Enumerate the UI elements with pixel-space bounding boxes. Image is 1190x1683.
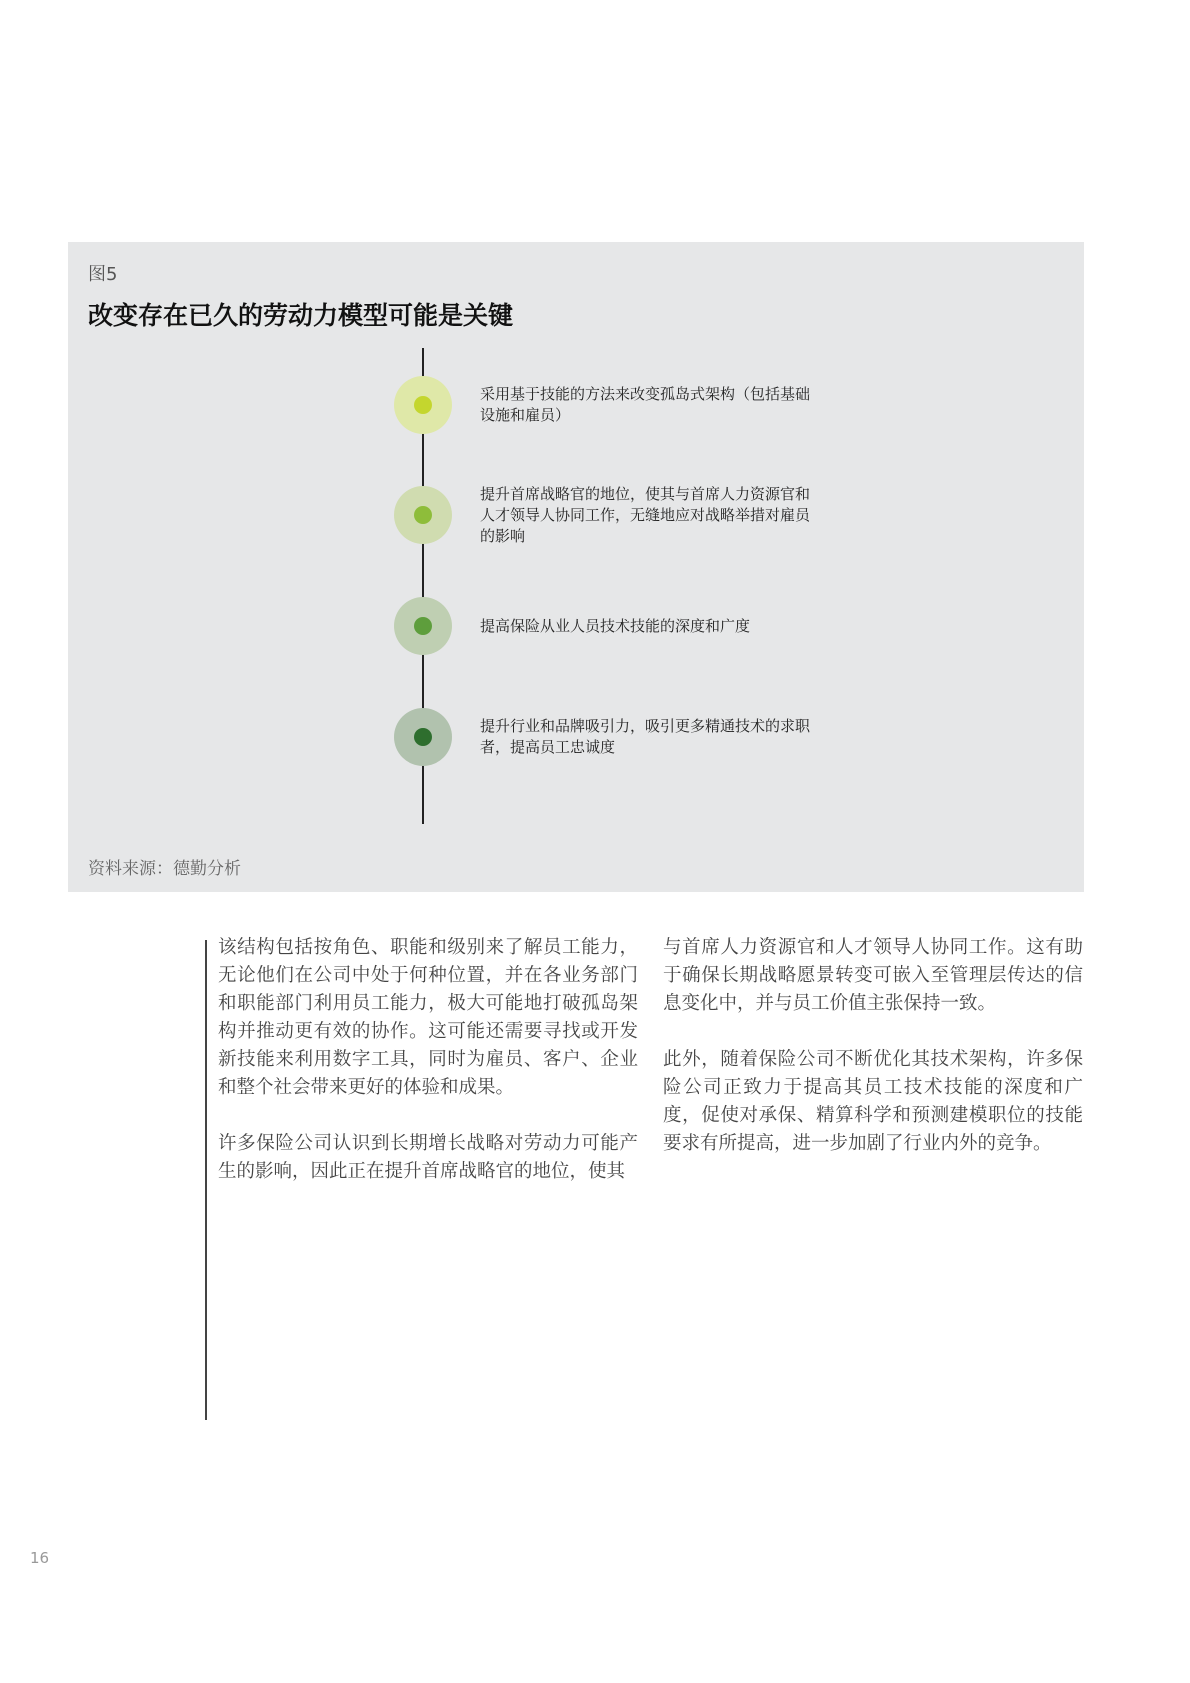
body-paragraph: 与首席人力资源官和人才领导人协同工作。这有助于确保长期战略愿景转变可嵌入至管理层传达的信息变化中，并与员工价值主张保持一致。	[663, 937, 1083, 1014]
body-paragraph: 此外，随着保险公司不断优化其技术架构，许多保险公司正致力于提高其员工技术技能的深度和广度，促使对承保、精算科学和预测建模职位的技能要求有所提高，进一步加剧了行业内外的竞争。	[663, 1049, 1083, 1154]
step-dot-icon	[414, 728, 432, 746]
step-dot-icon	[414, 506, 432, 524]
body-column-right	[663, 934, 1083, 1186]
figure-title: 改变存在已久的劳动力模型可能是关键	[88, 301, 514, 330]
timeline-step-1	[68, 376, 1084, 436]
timeline-step-2	[68, 486, 1084, 546]
body-paragraph: 许多保险公司认识到长期增长战略对劳动力可能产生的影响，因此正在提升首席战略官的地位，使其	[218, 1133, 638, 1182]
body-column-left	[218, 934, 638, 1214]
timeline-step-4	[68, 708, 1084, 768]
page-number: 16	[30, 1549, 50, 1567]
step-text: 提升首席战略官的地位，使其与首席人力资源官和人才领导人协同工作，无缝地应对战略举措对雇员的影响	[480, 485, 811, 545]
step-dot-icon	[414, 396, 432, 414]
step-text: 提升行业和品牌吸引力，吸引更多精通技术的求职者，提高员工忠诚度	[480, 717, 811, 756]
column-rule	[205, 940, 207, 1420]
step-text: 提高保险从业人员技术技能的深度和广度	[480, 617, 751, 635]
timeline-step-3	[68, 597, 1084, 657]
figure-label: 图5	[88, 264, 118, 285]
figure-panel	[68, 242, 1084, 892]
figure-source: 资料来源：德勤分析	[88, 859, 241, 879]
step-dot-icon	[414, 617, 432, 635]
step-text: 采用基于技能的方法来改变孤岛式架构（包括基础设施和雇员）	[480, 385, 811, 424]
body-paragraph: 该结构包括按角色、职能和级别来了解员工能力，无论他们在公司中处于何种位置，并在各业务部门和职能部门利用员工能力，极大可能地打破孤岛架构并推动更有效的协作。这可能还需要寻找或开发新技能来利用数字工具，同时为雇员、客户、企业和整个社会带来更好的体验和成果。	[218, 937, 638, 1098]
